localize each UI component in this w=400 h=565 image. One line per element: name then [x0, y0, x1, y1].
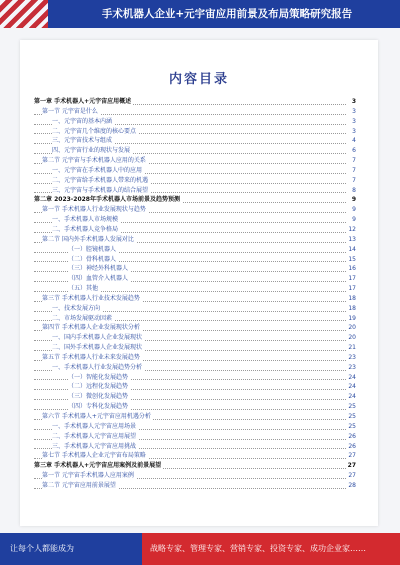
toc-entry-title: 二、手术机器人元宇宙应用展望	[52, 432, 137, 440]
toc-entry-page: 20	[348, 334, 356, 342]
footer-slogan-right: 战略专家、管理专家、营销专家、投资专家、成功企业家……	[150, 544, 366, 553]
toc-entry-page: 3	[351, 98, 356, 105]
toc-entry[interactable]	[34, 156, 356, 166]
toc-entry-title: 二、市场发展驱动因素	[52, 314, 113, 322]
toc-entry-page: 9	[352, 206, 356, 214]
toc-entry-title: 第二章 2023-2028年手术机器人市场前景及趋势预测	[34, 196, 180, 204]
toc-entry-page: 24	[348, 393, 356, 401]
toc-entry-page: 4	[352, 137, 356, 145]
toc-entry-title: 第七节 手术机器人企业元宇宙布局策略	[42, 452, 146, 460]
toc-entry[interactable]	[34, 451, 356, 461]
toc-entry-page: 18	[348, 304, 356, 312]
toc-entry[interactable]	[34, 422, 356, 432]
toc-entry-title: 第一节 元宇宙是什么	[42, 107, 98, 115]
toc-entry-title: （四）血管介入机器人	[68, 275, 129, 283]
toc-entry-title: 第二节 元宇宙与手术机器人应用的关系	[42, 157, 146, 165]
toc-entry-title: （二）骨科机器人	[68, 255, 117, 263]
toc-entry[interactable]	[34, 432, 356, 442]
toc-entry-page: 21	[348, 344, 356, 352]
toc-entry-title: （一）智能化发展趋势	[68, 373, 129, 381]
toc-entry-page: 16	[348, 265, 356, 273]
toc-heading: 内容目录	[168, 72, 229, 87]
toc-entry-title: （四）专科化发展趋势	[68, 403, 129, 411]
toc-entry[interactable]	[34, 117, 356, 127]
toc-entry[interactable]	[34, 195, 356, 205]
toc-entry-page: 3	[352, 107, 356, 115]
toc-entry-title: （三）微创化发展趋势	[68, 393, 129, 401]
toc-entry[interactable]	[34, 412, 356, 422]
toc-entry[interactable]	[34, 353, 356, 363]
toc-entry-page: 17	[348, 275, 356, 283]
toc-entry-page: 20	[348, 324, 356, 332]
toc-entry-page: 28	[348, 481, 356, 489]
toc-entry[interactable]	[34, 127, 356, 137]
toc-entry-title: （一）腔镜机器人	[68, 245, 117, 253]
toc-entry[interactable]	[34, 97, 356, 107]
toc-entry-title: 一、手术机器人市场规模	[52, 216, 119, 224]
toc-entry-title: 四、元宇宙行业的现状与发展	[52, 147, 131, 155]
toc-entry-page: 3	[352, 127, 356, 135]
toc-entry-title: 第三节 手术机器人行业技术发展趋势	[42, 294, 140, 302]
toc-entry[interactable]	[34, 235, 356, 245]
toc-entry[interactable]	[34, 402, 356, 412]
toc-entry-title: 第一节 元宇宙手术机器人应用案例	[42, 472, 134, 480]
toc-entry[interactable]	[34, 176, 356, 186]
toc-entry-page: 25	[348, 422, 356, 430]
toc-entry[interactable]	[34, 255, 356, 265]
toc-entry-title: （三）神经外科机器人	[68, 265, 129, 273]
toc-entry[interactable]	[34, 166, 356, 176]
toc-entry[interactable]	[34, 205, 356, 215]
toc-entry-title: （二）远程化发展趋势	[68, 383, 129, 391]
toc-entry-title: 一、元宇宙在手术机器人中的应用	[52, 166, 143, 174]
toc-entry[interactable]	[34, 186, 356, 196]
toc-entry-title: 二、元宇宙给手术机器人带来的机遇	[52, 176, 149, 184]
toc-entry[interactable]	[34, 146, 356, 156]
toc-entry[interactable]	[34, 363, 356, 373]
toc-entry-page: 9	[351, 196, 356, 204]
toc-entry-title: （五）其他	[68, 285, 99, 293]
toc-page	[20, 40, 378, 526]
toc-entry[interactable]	[34, 304, 356, 314]
toc-entry-title: 第一章 手术机器人+元宇宙应用概述	[34, 98, 132, 105]
footer-slogan-left: 让每个人都能成为	[10, 544, 74, 553]
toc-entry-title: 二、国外手术机器人企业发展现状	[52, 344, 143, 352]
toc-entry[interactable]	[34, 333, 356, 343]
toc-entry[interactable]	[34, 442, 356, 452]
toc-entry-page: 9	[352, 216, 356, 224]
toc-entry-title: 第三章 手术机器人+元宇宙应用案例及前景展望	[34, 462, 162, 470]
toc-entry-title: 第二节 国内外手术机器人发展对比	[42, 235, 134, 243]
toc-entry-title: 一、手术机器人行业发展趋势分析	[52, 363, 143, 371]
toc-entry-page: 12	[348, 225, 356, 233]
toc-entry-title: 三、元宇宙技术与组成	[52, 137, 113, 145]
toc-entry-title: 一、技术发展方向	[52, 304, 101, 312]
toc-entry[interactable]	[34, 373, 356, 383]
header-stripe-decoration	[0, 0, 48, 28]
toc-entry-title: 第六节 手术机器人+元宇宙应用机遇分析	[42, 413, 151, 420]
toc-entry-page: 3	[352, 117, 356, 125]
report-title: 手术机器人企业+元宇宙应用前景及布局策略研究报告	[101, 8, 353, 20]
toc-entry-title: 第二节 元宇宙应用前景展望	[42, 481, 116, 489]
toc-entry-page: 6	[352, 147, 356, 155]
toc-entry-title: 三、手术机器人元宇宙应用挑战	[52, 442, 137, 450]
toc-entry[interactable]	[34, 481, 356, 491]
toc-entry-title: 一、国内手术机器人企业发展现状	[52, 334, 143, 342]
toc-entry-title: 第五节 手术机器人行业未来发展趋势	[42, 353, 140, 361]
toc-entry-page: 13	[348, 235, 356, 243]
toc-entry-page: 23	[348, 353, 356, 361]
toc-entry[interactable]	[34, 314, 356, 324]
toc-entry[interactable]	[34, 215, 356, 225]
toc-entry[interactable]	[34, 343, 356, 353]
toc-entry-page: 15	[348, 255, 356, 263]
toc-entry-page: 27	[348, 452, 356, 460]
toc-entry[interactable]	[34, 225, 356, 235]
toc-entry[interactable]	[34, 461, 356, 471]
toc-entry-page: 7	[352, 166, 356, 174]
toc-entry[interactable]	[34, 107, 356, 117]
toc-entry-page: 14	[348, 245, 356, 253]
toc-entry[interactable]	[34, 284, 356, 294]
toc-entry-page: 24	[348, 383, 356, 391]
toc-entry[interactable]	[34, 323, 356, 333]
toc-entry-title: 第一节 手术机器人行业发展现状与趋势	[42, 206, 146, 214]
toc-entry[interactable]	[34, 392, 356, 402]
toc-entry[interactable]	[34, 274, 356, 284]
toc-entry-page: 25	[348, 403, 356, 411]
toc-entry-page: 17	[348, 285, 356, 293]
toc-entry-title: 二、元宇宙几个维度的核心要点	[52, 127, 137, 135]
footer-banner	[0, 533, 400, 565]
toc-entry[interactable]	[34, 264, 356, 274]
toc-entry-page: 26	[348, 442, 356, 450]
toc-entry[interactable]	[34, 382, 356, 392]
toc-entry-title: 第四节 手术机器人企业发展现状分析	[42, 324, 140, 332]
toc-entry-title: 一、元宇宙的基本内涵	[52, 117, 113, 125]
report-header	[0, 0, 400, 28]
toc-entry-page: 27	[348, 472, 356, 480]
toc-entry-page: 19	[348, 314, 356, 322]
toc-entry-title: 二、手术机器人竞争格局	[52, 225, 119, 233]
toc-entry-page: 23	[348, 363, 356, 371]
toc-entry-page: 8	[352, 186, 356, 194]
toc-entry-page: 18	[348, 294, 356, 302]
toc-entry-page: 7	[352, 157, 356, 165]
toc-entry-page: 26	[348, 432, 356, 440]
toc-entry[interactable]	[34, 245, 356, 255]
toc-entry[interactable]	[34, 136, 356, 146]
toc-entry-page: 24	[348, 373, 356, 381]
toc-entry-page: 27	[347, 462, 356, 470]
toc-entry-title: 一、手术机器人元宇宙应用场景	[52, 422, 137, 430]
toc-entry-page: 25	[348, 413, 356, 420]
toc-entry[interactable]	[34, 471, 356, 481]
toc-entry-page: 7	[352, 176, 356, 184]
toc-entry[interactable]	[34, 294, 356, 304]
toc-entry-title: 三、元宇宙与手术机器人的结合展望	[52, 186, 149, 194]
toc-list	[34, 97, 356, 491]
